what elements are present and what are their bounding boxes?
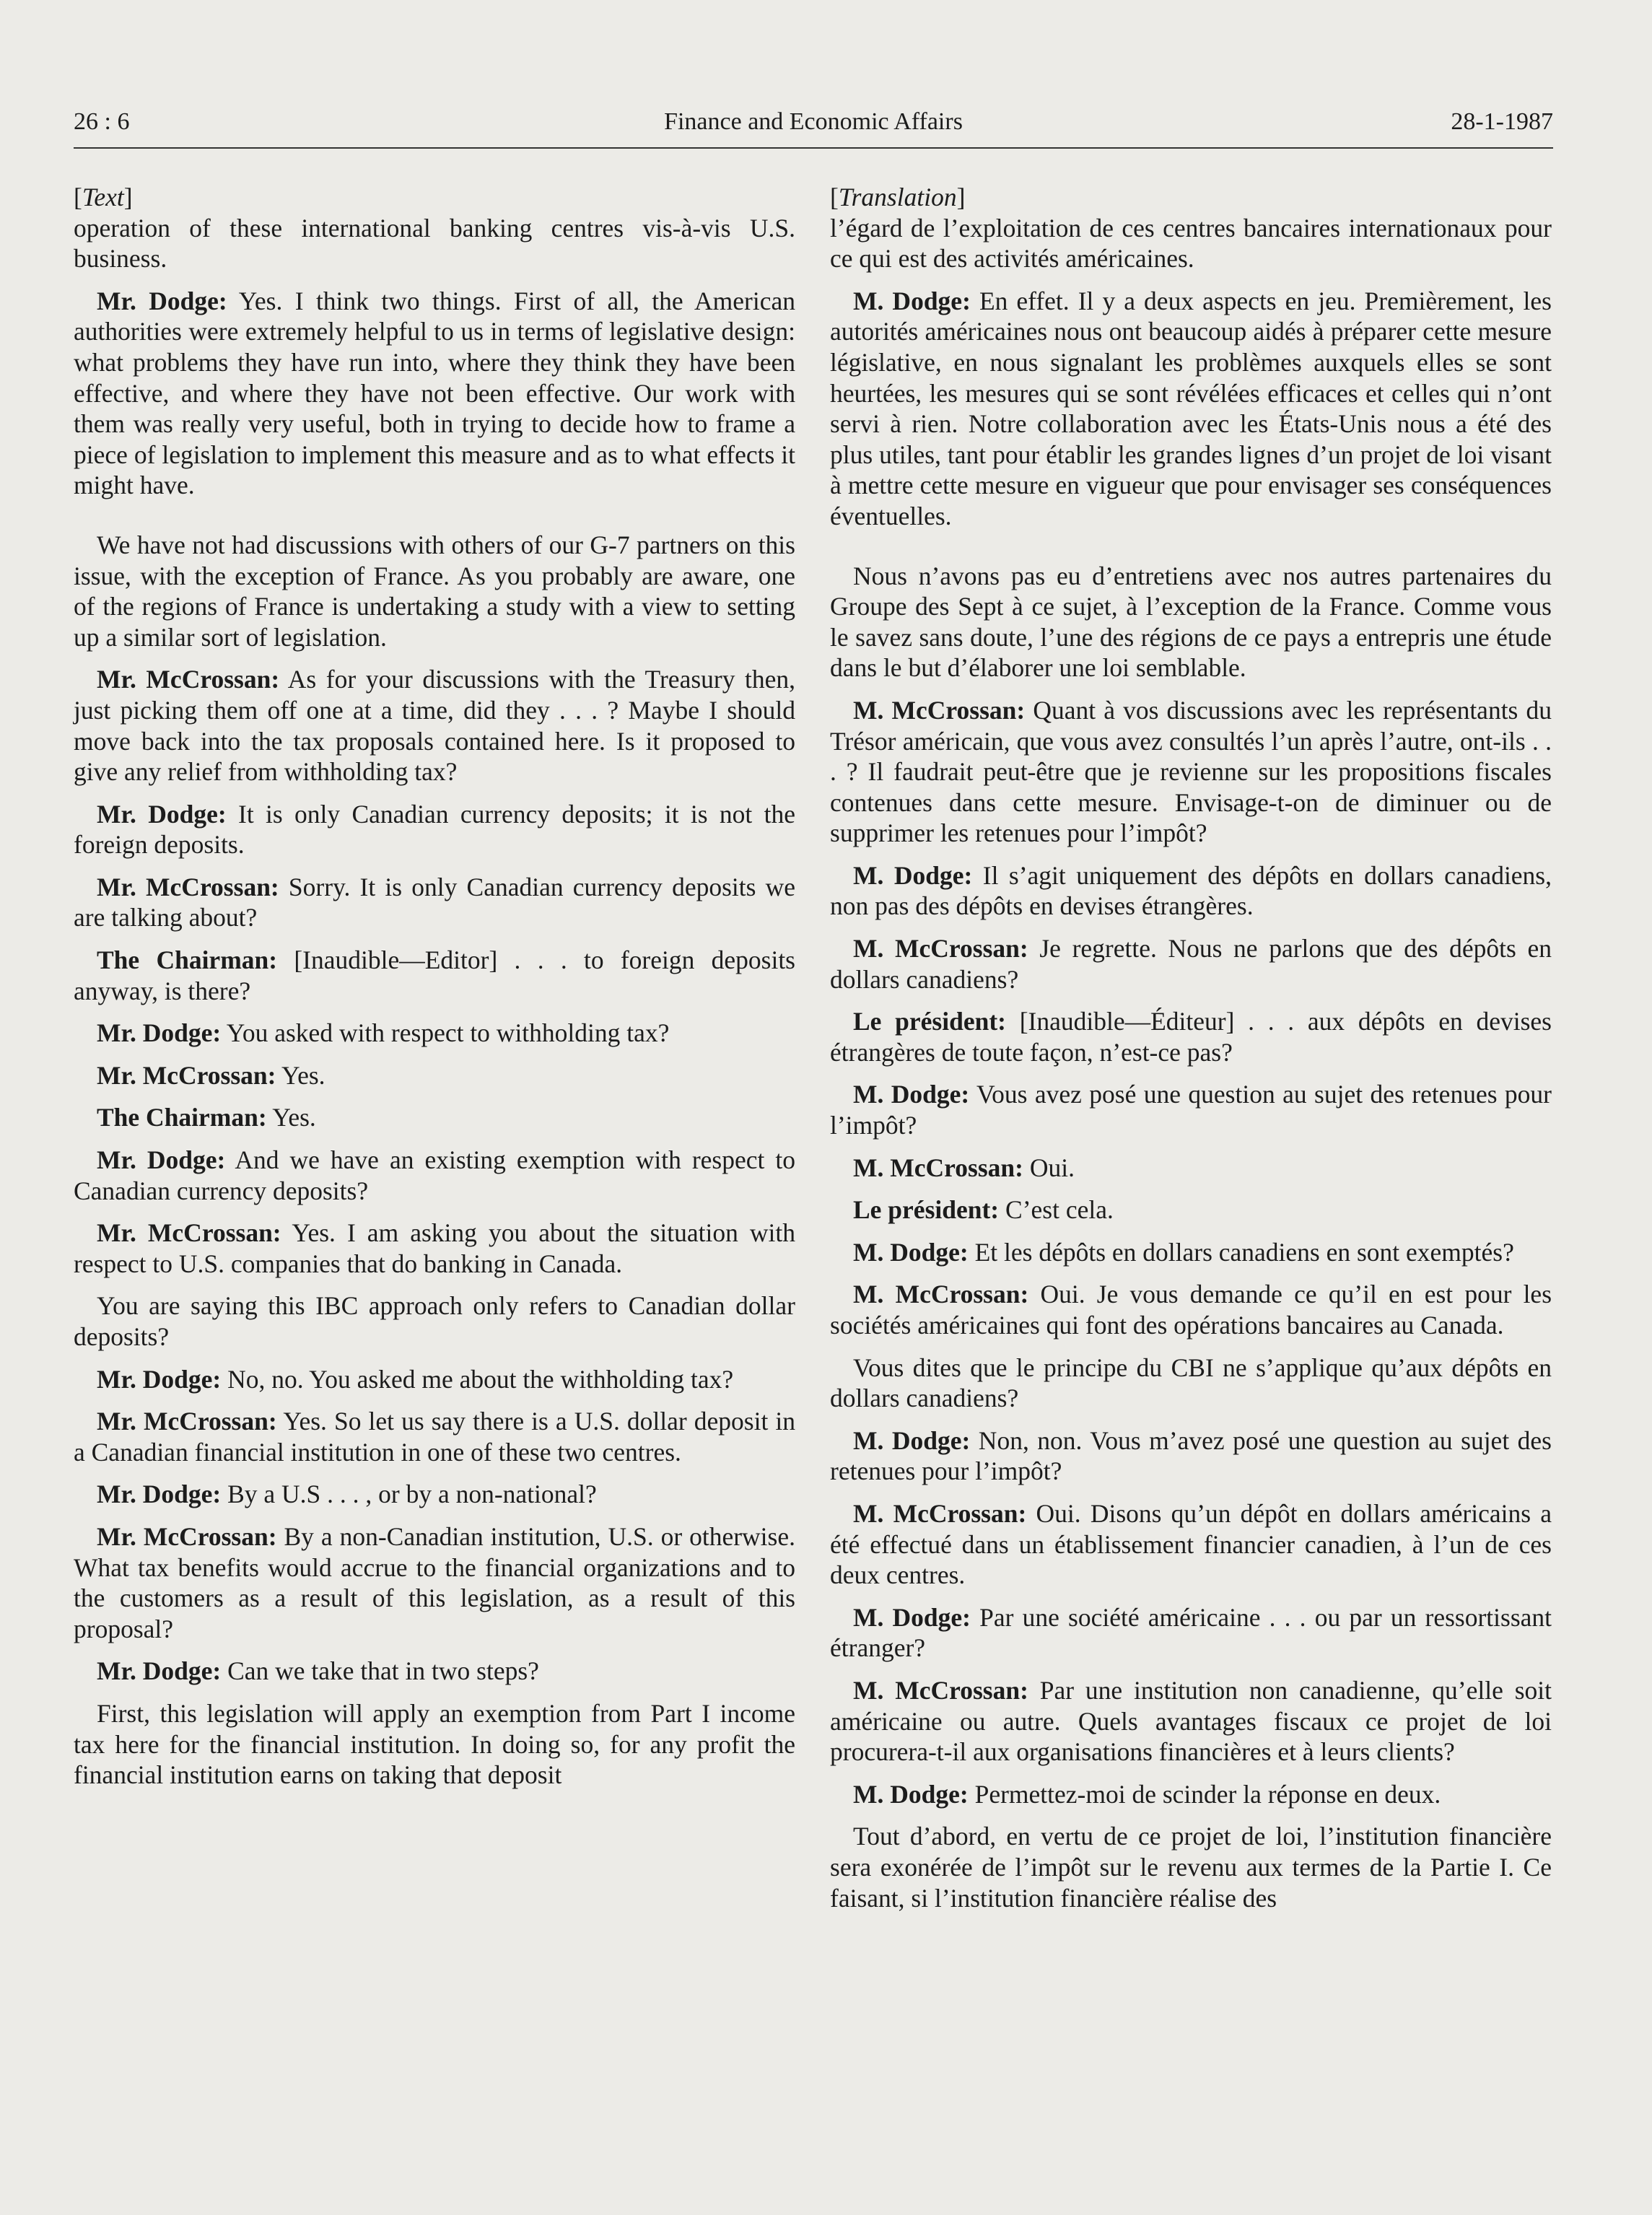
speaker-name: Mr. McCrossan: xyxy=(97,665,280,694)
speaker-name: M. McCrossan: xyxy=(853,934,1028,964)
speaker-paragraph xyxy=(830,1237,1552,1268)
paragraph-text: Sorry. It is only Canadian currency deposits we are talking about? xyxy=(74,872,795,932)
paragraph-text: It is only Canadian currency deposits; it is not the foreign deposits. xyxy=(74,799,795,860)
speaker-paragraph xyxy=(830,1675,1552,1768)
speaker-paragraph xyxy=(830,1779,1552,1810)
speaker-paragraph xyxy=(74,1656,795,1687)
text-paragraph xyxy=(74,1290,795,1352)
header-rule xyxy=(74,147,1553,149)
speaker-paragraph xyxy=(74,1102,795,1133)
speaker-name: M. Dodge: xyxy=(853,1080,970,1109)
paragraph-text: As for your discussions with the Treasury then, just picking them off one at a time, did they . . . ? Maybe I should move back into the tax proposals contained here. Is it proposed to give any relief from withholding tax? xyxy=(74,665,796,787)
paragraph-text: You asked with respect to withholding tax? xyxy=(221,1018,670,1048)
french-column xyxy=(830,182,1552,1925)
speaker-name: Mr. Dodge: xyxy=(97,1656,222,1686)
speaker-name: M. McCrossan: xyxy=(853,1675,1028,1705)
paragraph-text: Tout d’abord, en vertu de ce projet de loi, l’institution financière sera exonérée de l’impôt sur le revenu aux termes de la Partie I. Ce faisant, si l’institution financière réalise des xyxy=(830,1822,1552,1913)
english-column xyxy=(74,182,795,1802)
french-transcript xyxy=(830,213,1552,1914)
speaker-paragraph xyxy=(830,933,1552,995)
paragraph-text: No, no. You asked me about the withholding tax? xyxy=(221,1364,734,1394)
speaker-name: M. McCrossan: xyxy=(853,1153,1023,1182)
issue-date: 28-1-1987 xyxy=(1451,108,1553,135)
speaker-paragraph xyxy=(74,1218,795,1279)
paragraph-text: First, this legislation will apply an exemption from Part I income tax here for the financial institution. In doing so, for any profit the financial institution earns on taking that deposit xyxy=(74,1698,795,1790)
speaker-name: M. Dodge: xyxy=(853,1779,969,1809)
paragraph-text: Quant à vos discussions avec les représentants du Trésor américain, que vous avez consultés l’un après l’autre, ont-ils . . . ? Il faudrait peut-être que je revienne sur les propositions fiscales contenues dans cette mesure. Envisage-t-on de diminuer ou de supprimer les retenues pour l’impôt? xyxy=(830,695,1552,848)
speaker-name: Le président: xyxy=(853,1195,1000,1225)
speaker-paragraph xyxy=(74,1479,795,1510)
speaker-paragraph xyxy=(830,1498,1552,1591)
paragraph-text: Par une société américaine . . . ou par un ressortissant étranger? xyxy=(830,1602,1552,1663)
paragraph-text: [Inaudible—Editor] . . . to foreign deposits anyway, is there? xyxy=(74,945,795,1005)
speaker-name: Mr. McCrossan: xyxy=(97,1060,276,1090)
speaker-paragraph xyxy=(830,695,1552,849)
paragraph-text: We have not had discussions with others of our G-7 partners on this issue, with the exception of France. As you probably are aware, one of the regions of France is undertaking a study with a view to setting up a similar sort of legislation. xyxy=(74,530,795,652)
speaker-paragraph xyxy=(74,945,795,1006)
paragraph-text: Yes. xyxy=(276,1060,325,1090)
paragraph-text: Oui. Je vous demande ce qu’il en est pour les sociétés américaines qui font des opérations bancaires au Canada. xyxy=(830,1280,1552,1340)
speaker-name: Mr. McCrossan: xyxy=(97,872,279,901)
text-paragraph xyxy=(830,561,1552,683)
paragraph-text: Vous dites que le principe du CBI ne s’applique qu’aux dépôts en dollars canadiens? xyxy=(830,1353,1552,1413)
speaker-name: Mr. Dodge: xyxy=(97,1018,222,1048)
column-tag: [Text] xyxy=(74,183,133,211)
paragraph-text: Yes. I am asking you about the situation with respect to U.S. companies that do banking in Canada. xyxy=(74,1218,795,1278)
speaker-paragraph xyxy=(830,1079,1552,1140)
paragraph-text: [Inaudible—Éditeur] . . . aux dépôts en devises étrangères de toute façon, n’est-ce pas? xyxy=(830,1007,1552,1067)
text-paragraph xyxy=(830,213,1552,274)
speaker-paragraph xyxy=(830,1425,1552,1487)
speaker-name: M. Dodge: xyxy=(853,1237,969,1267)
paragraph-text: Je regrette. Nous ne parlons que des dépôts en dollars canadiens? xyxy=(830,934,1552,994)
speaker-paragraph xyxy=(830,860,1552,922)
paragraph-text: By a non-Canadian institution, U.S. or otherwise. What tax benefits would accrue to the financial organizations and to the customers as a result of this legislation, as a result of this proposal? xyxy=(74,1521,795,1643)
paragraph-text: Et les dépôts en dollars canadiens en sont exemptés? xyxy=(968,1237,1514,1267)
paragraph-text: And we have an existing exemption with respect to Canadian currency deposits? xyxy=(74,1145,795,1205)
speaker-name: Le président: xyxy=(853,1007,1006,1036)
speaker-paragraph xyxy=(74,1018,795,1049)
speaker-name: Mr. Dodge: xyxy=(97,1364,222,1394)
speaker-paragraph xyxy=(74,1364,795,1395)
speaker-name: The Chairman: xyxy=(97,1103,267,1132)
column-tag-text: Text xyxy=(82,183,124,211)
paragraph-text: Non, non. Vous m’avez posé une question au sujet des retenues pour l’impôt? xyxy=(830,1425,1552,1486)
paragraph-text: Par une institution non canadienne, qu’elle soit américaine ou autre. Quels avantages fiscaux ce projet de loi procurera-t-il aux organisations financières et à leurs clients? xyxy=(830,1675,1552,1767)
paragraph-text: You are saying this IBC approach only refers to Canadian dollar deposits? xyxy=(74,1291,795,1351)
speaker-paragraph xyxy=(74,1521,795,1644)
column-tag-text: Translation xyxy=(838,183,957,211)
speaker-paragraph xyxy=(74,286,795,501)
paragraph-text: operation of these international banking centres vis-à-vis U.S. business. xyxy=(74,213,795,274)
speaker-paragraph xyxy=(74,1406,795,1467)
speaker-name: M. Dodge: xyxy=(853,1425,971,1455)
speaker-name: Mr. McCrossan: xyxy=(97,1218,281,1248)
speaker-name: M. McCrossan: xyxy=(853,1280,1029,1309)
speaker-name: Mr. Dodge: xyxy=(97,1480,222,1509)
speaker-name: M. Dodge: xyxy=(853,286,971,315)
speaker-name: Mr. Dodge: xyxy=(97,1145,226,1175)
speaker-paragraph xyxy=(830,1602,1552,1664)
speaker-paragraph xyxy=(74,872,795,933)
paragraph-text: Il s’agit uniquement des dépôts en dollars canadiens, non pas des dépôts en devises étrangères. xyxy=(830,860,1552,921)
speaker-name: M. Dodge: xyxy=(853,860,973,890)
paragraph-text: Nous n’avons pas eu d’entretiens avec nos autres partenaires du Groupe des Sept à ce sujet, à l’exception de la France. Comme vous le savez sans doute, l’une des régions de ce pays a entrepris une étude dans le but d’élaborer une loi semblable. xyxy=(830,561,1552,683)
column-tag: [Translation] xyxy=(830,183,966,211)
running-title: Finance and Economic Affairs xyxy=(664,108,963,135)
speaker-paragraph xyxy=(830,1153,1552,1184)
text-paragraph xyxy=(74,1698,795,1791)
text-paragraph xyxy=(74,530,795,652)
speaker-paragraph xyxy=(74,799,795,860)
text-paragraph xyxy=(74,213,795,274)
paragraph-text: Can we take that in two steps? xyxy=(221,1656,539,1686)
speaker-paragraph xyxy=(74,664,795,787)
paragraph-text: Vous avez posé une question au sujet des retenues pour l’impôt? xyxy=(830,1080,1552,1140)
speaker-paragraph xyxy=(830,286,1552,532)
paragraph-text: Oui. xyxy=(1023,1153,1075,1182)
speaker-name: M. Dodge: xyxy=(853,1602,971,1632)
text-paragraph xyxy=(830,1353,1552,1414)
paragraph-text: Yes. So let us say there is a U.S. dollar deposit in a Canadian financial institution in one of these two centres. xyxy=(74,1407,795,1467)
paragraph-text: l’égard de l’exploitation de ces centres bancaires internationaux pour ce qui est des activités américaines. xyxy=(830,213,1552,274)
paragraph-text: Permettez-moi de scinder la réponse en deux. xyxy=(968,1779,1441,1809)
paragraph-text: Yes. xyxy=(266,1103,316,1132)
paragraph-text: Yes. I think two things. First of all, the American authorities were extremely helpful to us in terms of legislative design: what problems they have run into, where they think they have been effective, and where they have not been effective. Our work with them was really very useful, both in trying to decide how to frame a piece of legislation to implement this measure and as to what effects it might have. xyxy=(74,286,795,500)
speaker-name: Mr. McCrossan: xyxy=(97,1407,277,1436)
speaker-paragraph xyxy=(830,1194,1552,1226)
paragraph-text: C’est cela. xyxy=(999,1195,1114,1225)
speaker-name: M. McCrossan: xyxy=(853,695,1026,725)
paragraph-text: By a U.S . . . , or by a non-national? xyxy=(221,1480,597,1509)
text-paragraph xyxy=(830,1821,1552,1913)
speaker-name: Mr. Dodge: xyxy=(97,799,227,829)
english-transcript xyxy=(74,213,795,1791)
page-number: 26 : 6 xyxy=(74,108,130,135)
speaker-name: Mr. Dodge: xyxy=(97,286,227,315)
paragraph-text: Oui. Disons qu’un dépôt en dollars américains a été effectué dans un établissement financier canadien, à l’un de ces deux centres. xyxy=(830,1498,1552,1590)
page-header xyxy=(74,108,1553,150)
speaker-paragraph xyxy=(74,1060,795,1091)
speaker-name: Mr. McCrossan: xyxy=(97,1521,277,1551)
speaker-name: M. McCrossan: xyxy=(853,1498,1027,1528)
paragraph-text: En effet. Il y a deux aspects en jeu. Premièrement, les autorités américaines nous ont beaucoup aidés à préparer cette mesure législative, en nous signalant les problèmes auxquels elles se sont heurtées, les mesures qui se sont révélées efficaces et celles qui n’ont servi à rien. Notre collaboration avec les États-Unis nous a été des plus utiles, tant pour établir les grandes lignes d’un projet de loi visant à mettre cette mesure en vigueur que pour envisager ses conséquences éventuelles. xyxy=(830,286,1552,530)
speaker-paragraph xyxy=(74,1145,795,1206)
speaker-paragraph xyxy=(830,1279,1552,1340)
speaker-paragraph xyxy=(830,1006,1552,1067)
speaker-name: The Chairman: xyxy=(97,945,278,975)
